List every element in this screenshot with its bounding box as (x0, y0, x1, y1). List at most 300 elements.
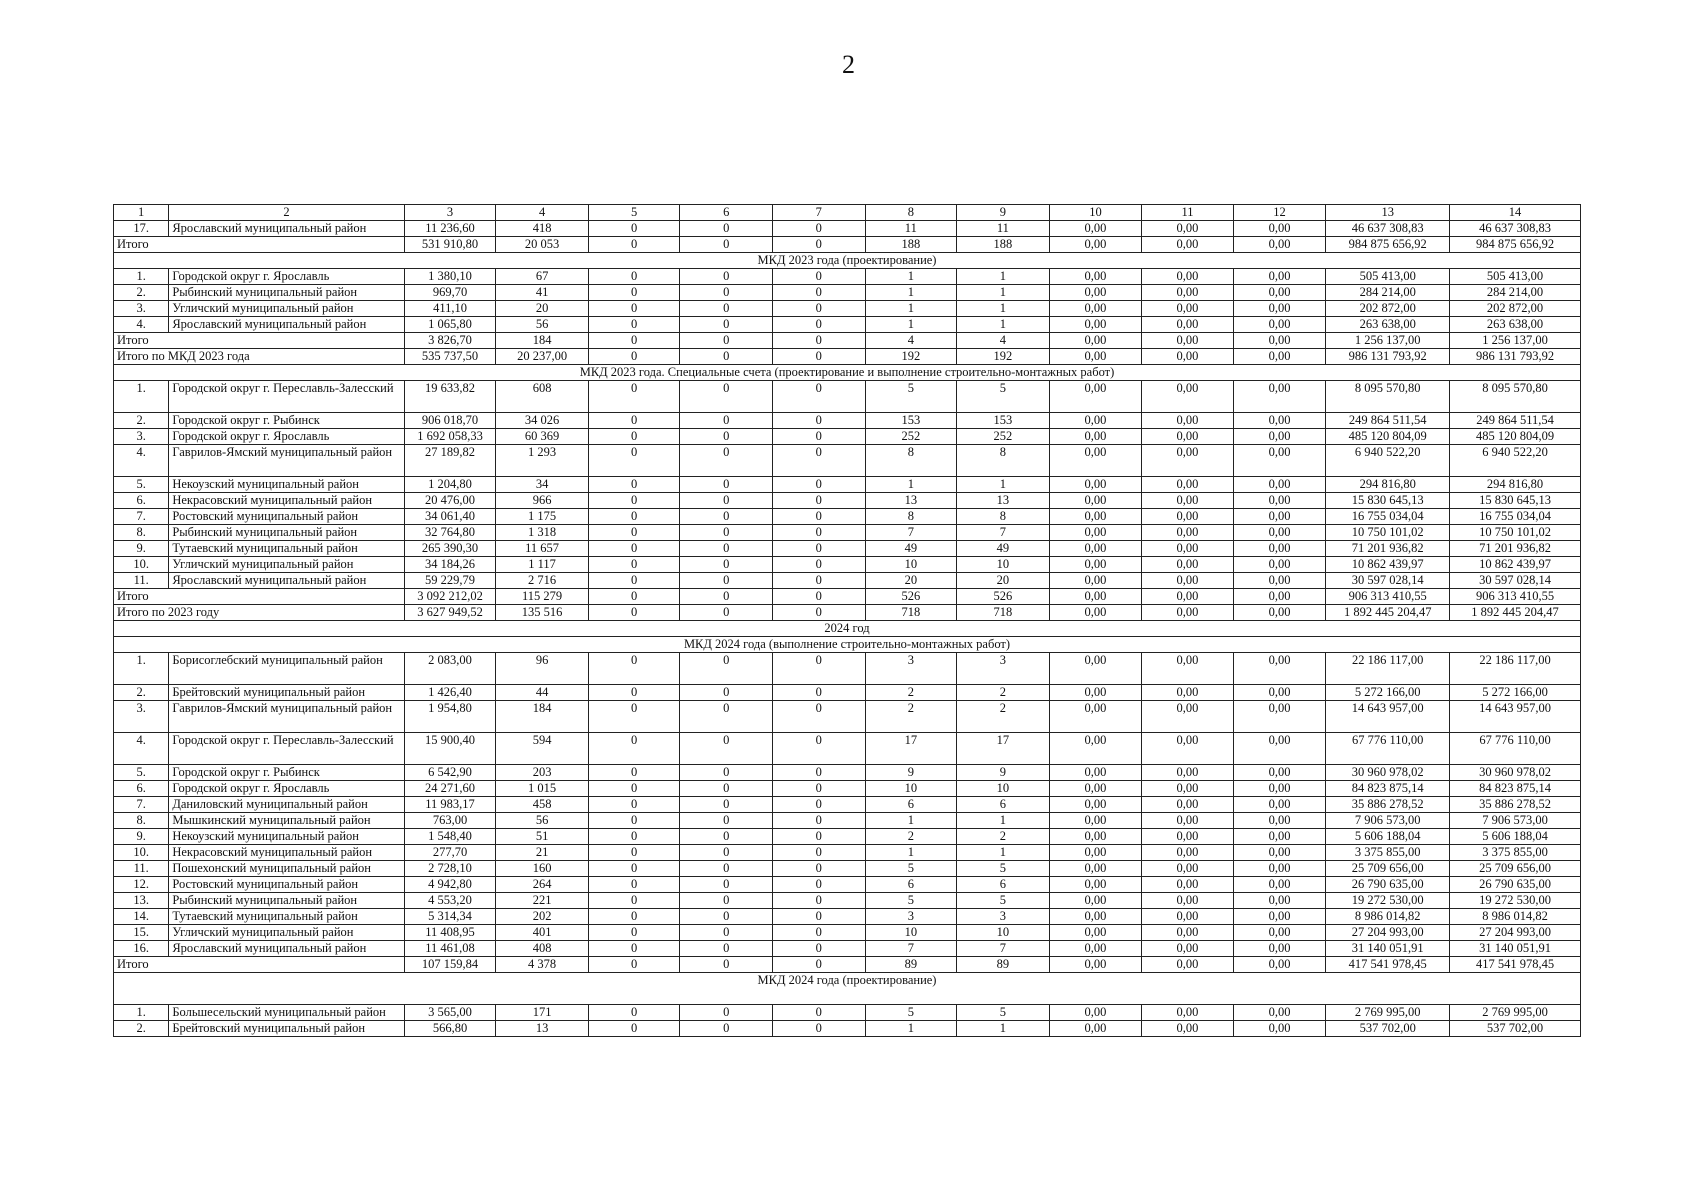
section-title: МКД 2023 года (проектирование) (114, 253, 1581, 269)
table-cell: 284 214,00 (1450, 285, 1581, 301)
subtotal-row (114, 957, 1581, 973)
row-number-cell: 2. (114, 285, 169, 301)
page-number: 2 (842, 50, 855, 79)
table-cell: 1 (957, 813, 1050, 829)
table-row (114, 829, 1581, 845)
table-cell: 30 597 028,14 (1326, 573, 1450, 589)
table-cell: 0,00 (1142, 525, 1234, 541)
table-cell: 5 (957, 381, 1050, 413)
table-cell: 8 (865, 445, 957, 477)
table-cell: 0 (680, 653, 773, 685)
table-cell: 0,00 (1142, 589, 1234, 605)
table-cell: 0,00 (1233, 605, 1326, 621)
table-cell: 202 (496, 909, 589, 925)
table-cell: 20 476,00 (404, 493, 496, 509)
table-cell: 0 (772, 349, 865, 365)
table-cell: 0 (588, 1021, 680, 1037)
table-cell: 7 906 573,00 (1326, 813, 1450, 829)
table-cell: 107 159,84 (404, 957, 496, 973)
table-cell: 0 (772, 1021, 865, 1037)
subtotal-row (114, 333, 1581, 349)
table-cell: 89 (865, 957, 957, 973)
table-cell: 171 (496, 1005, 589, 1021)
row-number-cell: 7. (114, 797, 169, 813)
table-cell: 0 (772, 317, 865, 333)
table-cell: 13 (957, 493, 1050, 509)
table-row (114, 573, 1581, 589)
table-cell: 0,00 (1049, 685, 1142, 701)
table-cell: 0 (772, 509, 865, 525)
table-cell: 4 378 (496, 957, 589, 973)
table-cell: 10 862 439,97 (1450, 557, 1581, 573)
table-cell: 10 (957, 925, 1050, 941)
column-number-row (114, 205, 1581, 221)
table-row (114, 685, 1581, 701)
table-cell: 0 (772, 877, 865, 893)
row-number-cell: 3. (114, 701, 169, 733)
section-header-row (114, 973, 1581, 1005)
row-number-cell: 9. (114, 541, 169, 557)
table-cell: 0 (680, 589, 773, 605)
table-row (114, 413, 1581, 429)
municipality-name-cell: Ярославский муниципальный район (169, 573, 404, 589)
table-cell: 0,00 (1142, 797, 1234, 813)
subtotal-label: Итого по МКД 2023 года (114, 349, 405, 365)
table-cell: 0,00 (1142, 557, 1234, 573)
table-cell: 408 (496, 941, 589, 957)
table-cell: 0,00 (1049, 557, 1142, 573)
municipality-name-cell: Ярославский муниципальный район (169, 221, 404, 237)
table-cell: 8 (957, 445, 1050, 477)
table-cell: 20 (865, 573, 957, 589)
table-cell: 0,00 (1142, 909, 1234, 925)
table-cell: 0 (588, 269, 680, 285)
table-cell: 0,00 (1142, 877, 1234, 893)
table-cell: 0,00 (1142, 285, 1234, 301)
section-header-row (114, 253, 1581, 269)
table-cell: 0,00 (1049, 877, 1142, 893)
table-cell: 249 864 511,54 (1450, 413, 1581, 429)
table-cell: 0 (588, 733, 680, 765)
table-cell: 1 318 (496, 525, 589, 541)
table-cell: 2 (865, 685, 957, 701)
table-cell: 0,00 (1233, 525, 1326, 541)
row-number-cell: 6. (114, 781, 169, 797)
table-body (114, 221, 1581, 1037)
column-number: 11 (1142, 205, 1234, 221)
row-number-cell: 4. (114, 317, 169, 333)
table-cell: 0,00 (1233, 477, 1326, 493)
row-number-cell: 16. (114, 941, 169, 957)
table-cell: 0,00 (1233, 429, 1326, 445)
table-cell: 252 (957, 429, 1050, 445)
table-cell: 20 (496, 301, 589, 317)
table-cell: 31 140 051,91 (1326, 941, 1450, 957)
table-cell: 0 (588, 685, 680, 701)
table-cell: 0,00 (1049, 653, 1142, 685)
table-row (114, 557, 1581, 573)
table-cell: 6 (957, 877, 1050, 893)
table-cell: 188 (957, 237, 1050, 253)
row-number-cell: 2. (114, 1021, 169, 1037)
column-number: 9 (957, 205, 1050, 221)
table-cell: 160 (496, 861, 589, 877)
table-cell: 0,00 (1049, 333, 1142, 349)
column-number: 8 (865, 205, 957, 221)
table-cell: 1 954,80 (404, 701, 496, 733)
table-cell: 19 272 530,00 (1326, 893, 1450, 909)
table-cell: 11 983,17 (404, 797, 496, 813)
table-cell: 14 643 957,00 (1326, 701, 1450, 733)
table-cell: 1 117 (496, 557, 589, 573)
row-number-cell: 8. (114, 813, 169, 829)
table-cell: 3 627 949,52 (404, 605, 496, 621)
table-cell: 0 (588, 589, 680, 605)
table-cell: 0,00 (1233, 221, 1326, 237)
subtotal-label: Итого (114, 333, 405, 349)
table-cell: 505 413,00 (1450, 269, 1581, 285)
row-number-cell: 14. (114, 909, 169, 925)
table-cell: 986 131 793,92 (1450, 349, 1581, 365)
table-cell: 19 633,82 (404, 381, 496, 413)
table-cell: 0 (680, 877, 773, 893)
row-number-cell: 5. (114, 765, 169, 781)
table-cell: 34 026 (496, 413, 589, 429)
table-cell: 0 (588, 877, 680, 893)
subtotal-label: Итого (114, 957, 405, 973)
table-cell: 0,00 (1142, 957, 1234, 973)
municipality-name-cell: Рыбинский муниципальный район (169, 893, 404, 909)
table-cell: 0 (588, 557, 680, 573)
table-cell: 0 (588, 925, 680, 941)
table-cell: 418 (496, 221, 589, 237)
table-cell: 0,00 (1142, 541, 1234, 557)
table-cell: 1 (865, 317, 957, 333)
table-cell: 8 (865, 509, 957, 525)
table-cell: 8 986 014,82 (1326, 909, 1450, 925)
column-number: 14 (1450, 205, 1581, 221)
table-cell: 0,00 (1049, 541, 1142, 557)
table-cell: 0,00 (1233, 941, 1326, 957)
table-cell: 0,00 (1142, 1021, 1234, 1037)
table-cell: 3 826,70 (404, 333, 496, 349)
row-number-cell: 1. (114, 269, 169, 285)
column-number: 6 (680, 205, 773, 221)
table-cell: 11 (957, 221, 1050, 237)
subtotal-row (114, 605, 1581, 621)
table-cell: 7 (957, 525, 1050, 541)
table-cell: 535 737,50 (404, 349, 496, 365)
table-cell: 537 702,00 (1326, 1021, 1450, 1037)
table-cell: 1 256 137,00 (1450, 333, 1581, 349)
municipality-name-cell: Большесельский муниципальный район (169, 1005, 404, 1021)
table-cell: 0 (680, 1021, 773, 1037)
table-cell: 1 204,80 (404, 477, 496, 493)
table-row (114, 541, 1581, 557)
table-cell: 34 (496, 477, 589, 493)
table-row (114, 285, 1581, 301)
table-cell: 5 (957, 1005, 1050, 1021)
table-cell: 0,00 (1142, 781, 1234, 797)
table-row (114, 1005, 1581, 1021)
table-cell: 0 (680, 701, 773, 733)
municipality-name-cell: Угличский муниципальный район (169, 557, 404, 573)
table-cell: 0 (772, 925, 865, 941)
table-cell: 2 769 995,00 (1326, 1005, 1450, 1021)
table-cell: 458 (496, 797, 589, 813)
table-cell: 31 140 051,91 (1450, 941, 1581, 957)
table-cell: 25 709 656,00 (1450, 861, 1581, 877)
table-cell: 0,00 (1142, 765, 1234, 781)
table-cell: 0,00 (1233, 509, 1326, 525)
table-cell: 5 606 188,04 (1450, 829, 1581, 845)
table-cell: 20 053 (496, 237, 589, 253)
table-cell: 6 (865, 797, 957, 813)
table-cell: 0 (588, 237, 680, 253)
table-row (114, 269, 1581, 285)
table-cell: 1 (865, 845, 957, 861)
table-cell: 56 (496, 317, 589, 333)
row-number-cell: 8. (114, 525, 169, 541)
table-cell: 6 542,90 (404, 765, 496, 781)
table-cell: 84 823 875,14 (1450, 781, 1581, 797)
table-cell: 0 (588, 509, 680, 525)
table-cell: 1 015 (496, 781, 589, 797)
table-cell: 46 637 308,83 (1450, 221, 1581, 237)
table-cell: 0,00 (1233, 813, 1326, 829)
table-cell: 0 (772, 845, 865, 861)
municipality-name-cell: Тутаевский муниципальный район (169, 909, 404, 925)
table-cell: 7 (865, 525, 957, 541)
table-cell: 115 279 (496, 589, 589, 605)
table-cell: 11 657 (496, 541, 589, 557)
table-cell: 0,00 (1233, 685, 1326, 701)
table-cell: 763,00 (404, 813, 496, 829)
table-cell: 30 597 028,14 (1450, 573, 1581, 589)
row-number-cell: 5. (114, 477, 169, 493)
table-cell: 0 (588, 765, 680, 781)
table-cell: 0,00 (1142, 477, 1234, 493)
table-cell: 44 (496, 685, 589, 701)
table-cell: 0 (588, 781, 680, 797)
table-cell: 566,80 (404, 1021, 496, 1037)
row-number-cell: 17. (114, 221, 169, 237)
column-number: 2 (169, 205, 404, 221)
table-cell: 6 940 522,20 (1326, 445, 1450, 477)
table-cell: 0 (772, 941, 865, 957)
table-cell: 0 (588, 605, 680, 621)
table-row (114, 813, 1581, 829)
table-cell: 5 606 188,04 (1326, 829, 1450, 845)
row-number-cell: 11. (114, 573, 169, 589)
table-cell: 0 (772, 701, 865, 733)
table-cell: 0 (772, 413, 865, 429)
table-cell: 5 (865, 893, 957, 909)
table-cell: 8 (957, 509, 1050, 525)
municipality-name-cell: Борисоглебский муниципальный район (169, 653, 404, 685)
municipality-name-cell: Некоузский муниципальный район (169, 829, 404, 845)
table-cell: 0 (772, 445, 865, 477)
table-row (114, 893, 1581, 909)
table-cell: 2 (957, 701, 1050, 733)
table-cell: 0,00 (1049, 733, 1142, 765)
table-cell: 0 (772, 861, 865, 877)
municipality-name-cell: Ярославский муниципальный район (169, 941, 404, 957)
table-cell: 3 375 855,00 (1450, 845, 1581, 861)
table-cell: 505 413,00 (1326, 269, 1450, 285)
table-cell: 417 541 978,45 (1326, 957, 1450, 973)
row-number-cell: 11. (114, 861, 169, 877)
subtotal-row (114, 349, 1581, 365)
table-cell: 7 (865, 941, 957, 957)
table-cell: 0 (772, 525, 865, 541)
table-cell: 0,00 (1142, 317, 1234, 333)
table-cell: 594 (496, 733, 589, 765)
table-cell: 263 638,00 (1326, 317, 1450, 333)
table-cell: 1 (957, 845, 1050, 861)
table-cell: 14 643 957,00 (1450, 701, 1581, 733)
table-cell: 0 (680, 829, 773, 845)
row-number-cell: 4. (114, 445, 169, 477)
table-cell: 49 (957, 541, 1050, 557)
table-cell: 0 (772, 909, 865, 925)
table-cell: 1 380,10 (404, 269, 496, 285)
table-cell: 1 (865, 1021, 957, 1037)
municipality-name-cell: Угличский муниципальный район (169, 301, 404, 317)
table-cell: 0,00 (1233, 861, 1326, 877)
table-row (114, 797, 1581, 813)
table-cell: 284 214,00 (1326, 285, 1450, 301)
table-cell: 67 (496, 269, 589, 285)
subtotal-label: Итого (114, 237, 405, 253)
table-row (114, 317, 1581, 333)
table-cell: 0 (680, 941, 773, 957)
table-cell: 0,00 (1142, 845, 1234, 861)
table-row (114, 733, 1581, 765)
table-cell: 0 (680, 269, 773, 285)
table-cell: 0 (588, 829, 680, 845)
table-cell: 26 790 635,00 (1450, 877, 1581, 893)
table-cell: 0 (772, 797, 865, 813)
table-cell: 0 (772, 653, 865, 685)
table-cell: 0 (588, 477, 680, 493)
table-cell: 0,00 (1049, 797, 1142, 813)
table-cell: 0,00 (1049, 237, 1142, 253)
table-cell: 984 875 656,92 (1326, 237, 1450, 253)
table-cell: 0,00 (1142, 429, 1234, 445)
table-cell: 20 237,00 (496, 349, 589, 365)
table-cell: 0 (772, 781, 865, 797)
municipality-name-cell: Угличский муниципальный район (169, 925, 404, 941)
table-cell: 0 (772, 381, 865, 413)
table-cell: 5 (865, 861, 957, 877)
table-cell: 0 (772, 557, 865, 573)
table-row (114, 765, 1581, 781)
table-cell: 1 256 137,00 (1326, 333, 1450, 349)
table-cell: 0 (680, 573, 773, 589)
table-cell: 11 461,08 (404, 941, 496, 957)
municipality-name-cell: Городской округ г. Рыбинск (169, 413, 404, 429)
table-cell: 0 (588, 797, 680, 813)
table-cell: 8 095 570,80 (1326, 381, 1450, 413)
table-row (114, 525, 1581, 541)
table-cell: 0,00 (1049, 285, 1142, 301)
column-number: 13 (1326, 205, 1450, 221)
table-cell: 0 (588, 493, 680, 509)
table-cell: 0 (588, 813, 680, 829)
table-cell: 0 (588, 285, 680, 301)
table-cell: 22 186 117,00 (1450, 653, 1581, 685)
table-cell: 0,00 (1233, 909, 1326, 925)
table-cell: 485 120 804,09 (1450, 429, 1581, 445)
table-cell: 0 (680, 477, 773, 493)
table-cell: 0 (772, 765, 865, 781)
table-cell: 0,00 (1142, 701, 1234, 733)
table-cell: 0,00 (1142, 301, 1234, 317)
subtotal-label: Итого по 2023 году (114, 605, 405, 621)
table-cell: 0,00 (1142, 333, 1234, 349)
subtotal-row (114, 237, 1581, 253)
table-cell: 0,00 (1049, 413, 1142, 429)
row-number-cell: 9. (114, 829, 169, 845)
table-cell: 0 (772, 589, 865, 605)
table-row (114, 925, 1581, 941)
table-cell: 0 (680, 957, 773, 973)
municipality-name-cell: Ростовский муниципальный район (169, 509, 404, 525)
table-cell: 1 (957, 317, 1050, 333)
table-cell: 0,00 (1049, 317, 1142, 333)
table-cell: 84 823 875,14 (1326, 781, 1450, 797)
table-cell: 0 (772, 493, 865, 509)
table-cell: 1 426,40 (404, 685, 496, 701)
table-cell: 4 942,80 (404, 877, 496, 893)
table-cell: 3 (957, 653, 1050, 685)
table-cell: 0,00 (1049, 957, 1142, 973)
table-cell: 0,00 (1142, 653, 1234, 685)
table-cell: 2 (865, 829, 957, 845)
table-cell: 0,00 (1142, 829, 1234, 845)
table-cell: 1 293 (496, 445, 589, 477)
table-cell: 0,00 (1049, 765, 1142, 781)
table-cell: 0 (680, 1005, 773, 1021)
table-cell: 30 960 978,02 (1450, 765, 1581, 781)
table-cell: 969,70 (404, 285, 496, 301)
table-cell: 5 272 166,00 (1326, 685, 1450, 701)
table-cell: 1 548,40 (404, 829, 496, 845)
table-cell: 3 092 212,02 (404, 589, 496, 605)
table-cell: 277,70 (404, 845, 496, 861)
table-cell: 71 201 936,82 (1326, 541, 1450, 557)
table-cell: 15 900,40 (404, 733, 496, 765)
table-cell: 264 (496, 877, 589, 893)
table-cell: 0,00 (1049, 429, 1142, 445)
table-cell: 30 960 978,02 (1326, 765, 1450, 781)
table-cell: 89 (957, 957, 1050, 973)
table-cell: 0 (680, 333, 773, 349)
table-cell: 0 (680, 541, 773, 557)
table-cell: 0,00 (1049, 893, 1142, 909)
table-cell: 0 (588, 317, 680, 333)
table-cell: 0,00 (1233, 829, 1326, 845)
row-number-cell: 3. (114, 429, 169, 445)
table-cell: 0 (772, 605, 865, 621)
table-row (114, 781, 1581, 797)
register-table (113, 204, 1581, 1037)
table-cell: 25 709 656,00 (1326, 861, 1450, 877)
municipality-name-cell: Пошехонский муниципальный район (169, 861, 404, 877)
table-cell: 3 565,00 (404, 1005, 496, 1021)
table-cell: 608 (496, 381, 589, 413)
